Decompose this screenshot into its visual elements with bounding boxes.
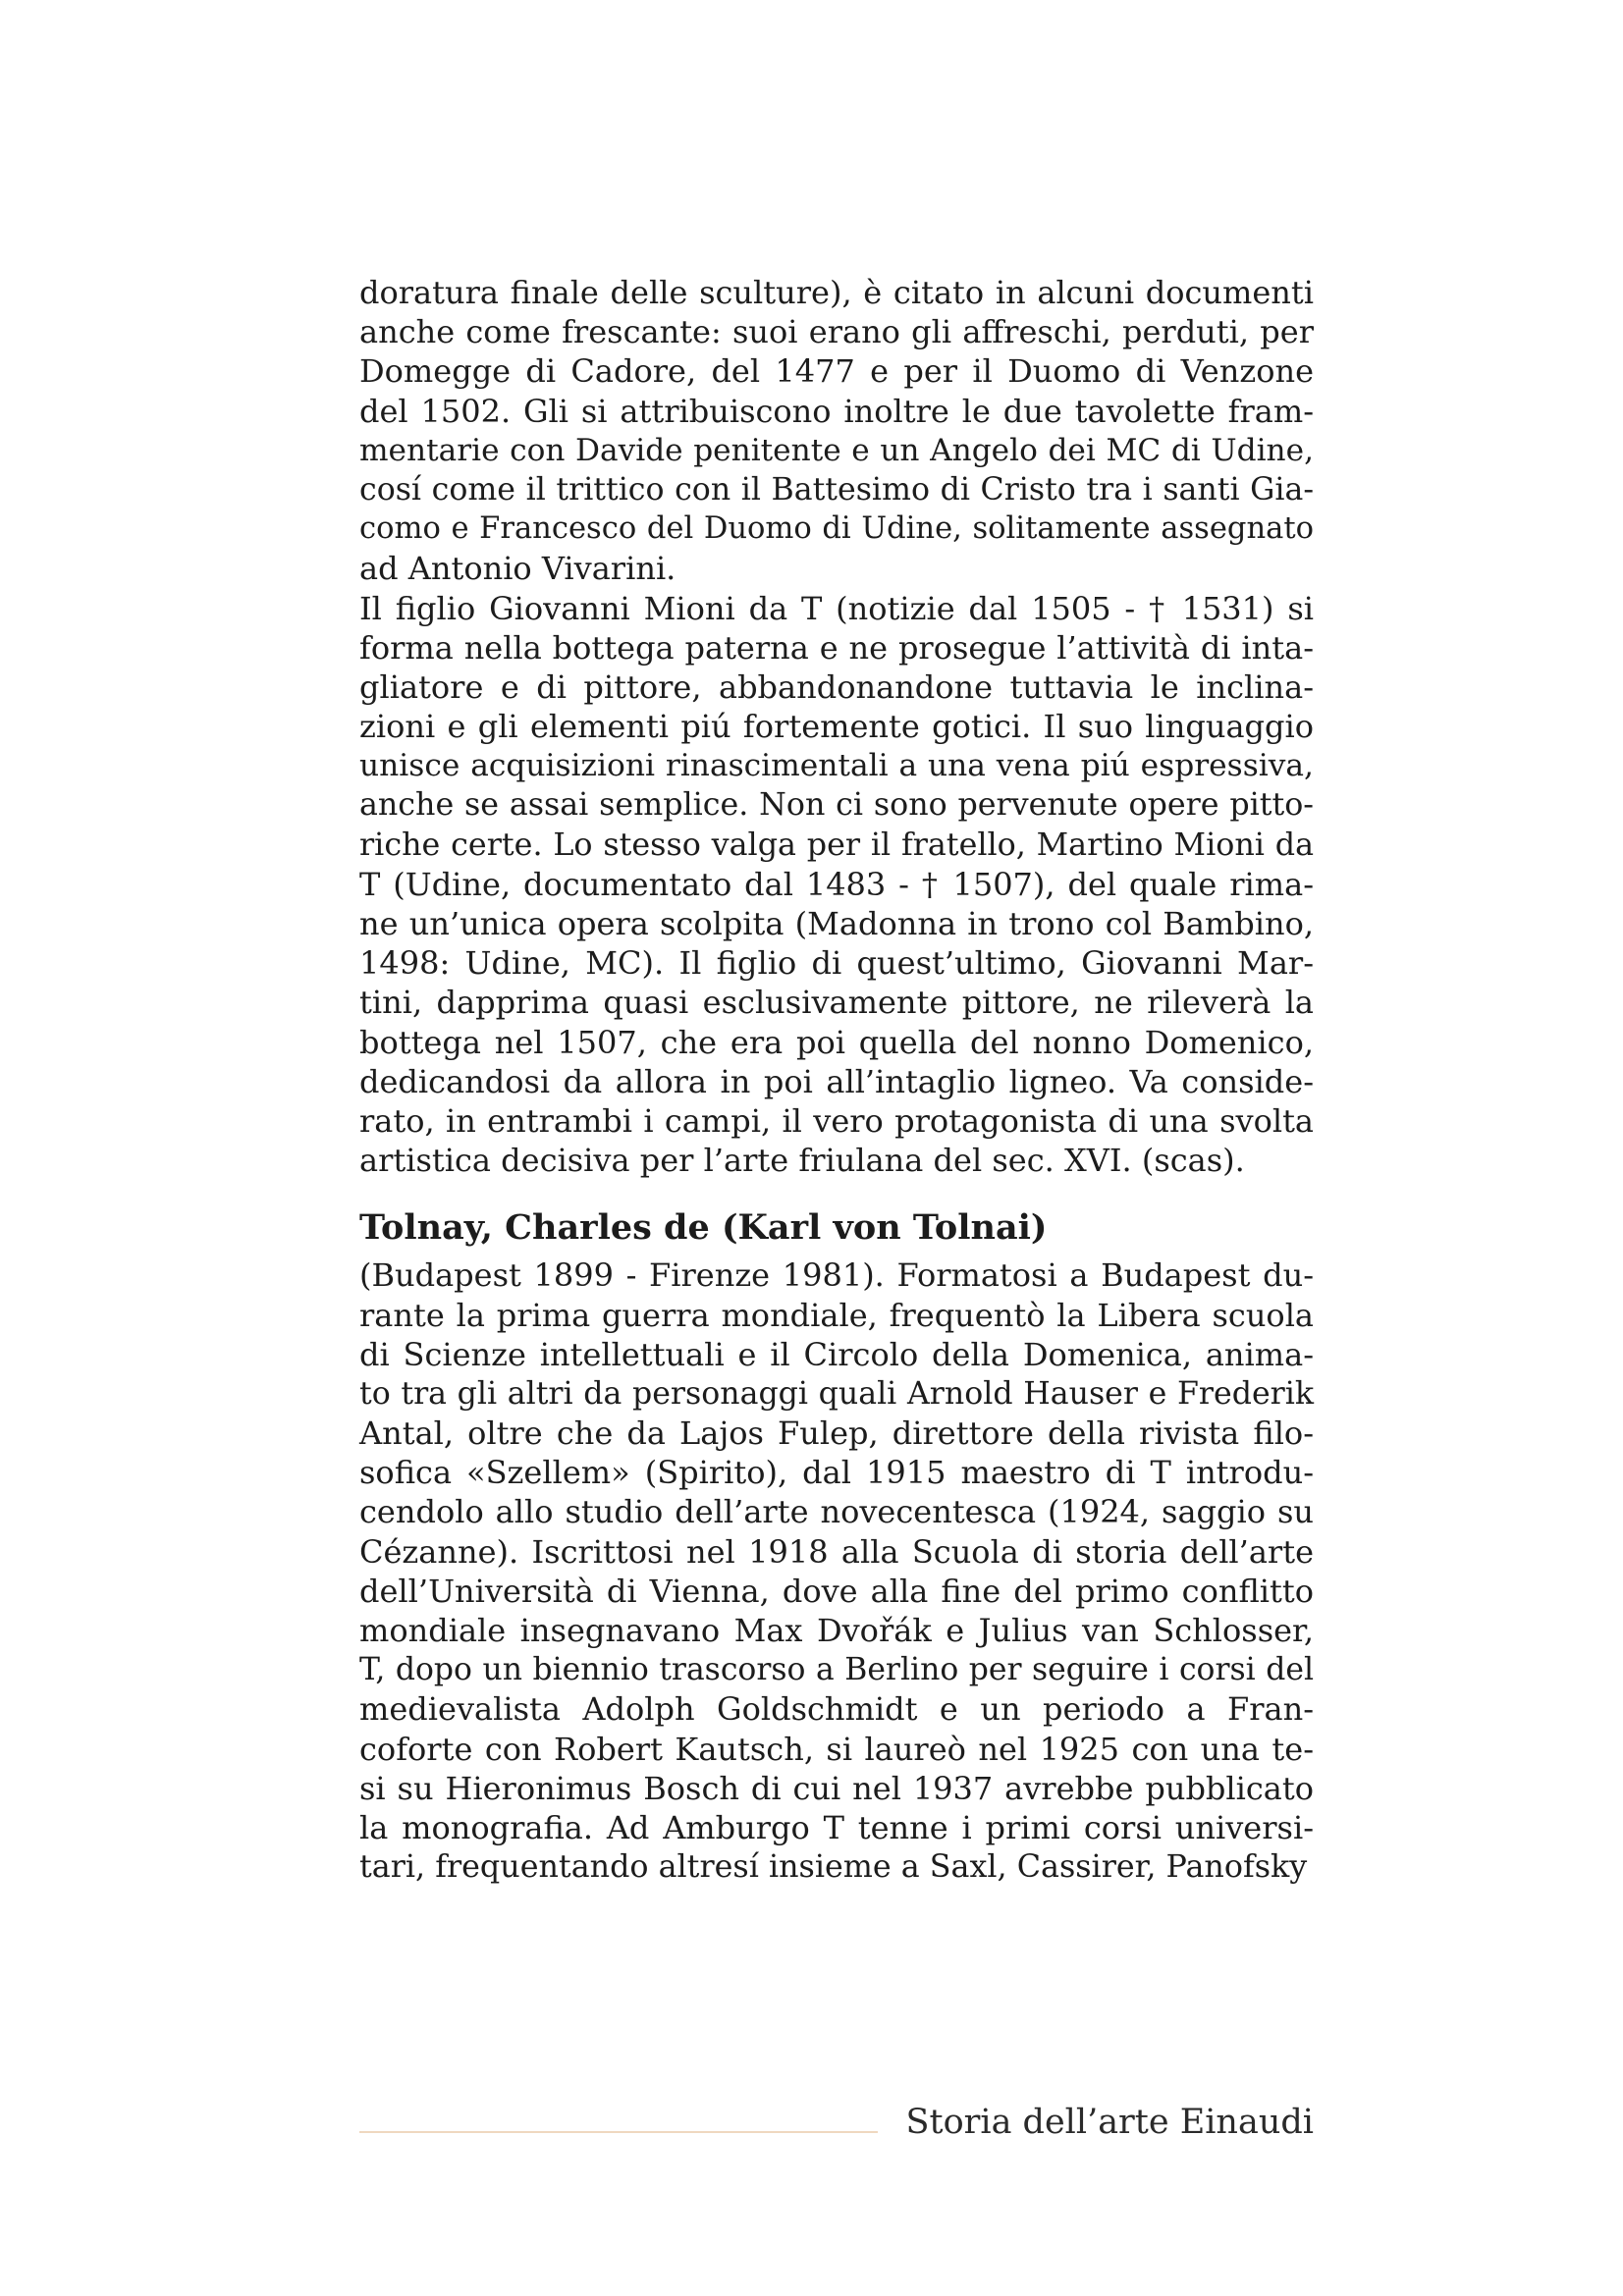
body-line: T (Udine, documentato dal 1483 - † 1507), del quale rima- — [359, 865, 1314, 903]
body-line: mentarie con Davide penitente e un Angelo dei MC di Udine, — [359, 432, 1314, 468]
body-line: Domegge di Cadore, del 1477 e per il Duomo di Venzone — [359, 352, 1314, 391]
body-line: 1498: Udine, MC). Il figlio di quest’ultimo, Giovanni Mar- — [359, 944, 1314, 983]
entry-line: coforte con Robert Kautsch, si laureò nel 1925 con una te- — [359, 1730, 1314, 1768]
body-line: forma nella bottega paterna e ne prosegue l’attività di inta- — [359, 628, 1314, 667]
entry-line: la monografia. Ad Amburgo T tenne i primi corsi universi- — [359, 1808, 1314, 1846]
entry-line: si su Hieronimus Bosch di cui nel 1937 avrebbe pubblicato — [359, 1769, 1314, 1807]
body-line: cosí come il trittico con il Battesimo di Cristo tra i santi Gia- — [359, 471, 1314, 507]
entry-line: tari, frequentando altresí insieme a Saxl, Cassirer, Panofsky — [359, 1849, 1308, 1886]
body-line: ad Antonio Vivarini. — [359, 550, 676, 588]
body-line: dedicandosi da allora in poi all’intaglio ligneo. Va conside- — [359, 1062, 1314, 1100]
entry-line: mondiale insegnavano Max Dvořák e Julius van Schlosser, — [359, 1612, 1314, 1649]
body-line: rato, in entrambi i campi, il vero protagonista di una svolta — [359, 1101, 1314, 1140]
body-line: bottega nel 1507, che era poi quella del nonno Domenico, — [359, 1023, 1314, 1061]
body-line: tini, dapprima quasi esclusivamente pittore, ne rileverà la — [359, 984, 1314, 1022]
footer-title: Storia dell’arte Einaudi — [905, 2103, 1314, 2142]
entry-line: Antal, oltre che da Lajos Fulep, direttore della rivista filo- — [359, 1415, 1314, 1453]
body-line: unisce acquisizioni rinascimentali a una vena piú espressiva, — [359, 748, 1314, 784]
entry-line: rante la prima guerra mondiale, frequentò la Libera scuola — [359, 1296, 1314, 1334]
body-line: anche se assai semplice. Non ci sono pervenute opere pitto- — [359, 787, 1314, 824]
body-line: riche certe. Lo stesso valga per il fratello, Martino Mioni da — [359, 827, 1314, 863]
entry-line: (Budapest 1899 - Firenze 1981). Formatosi a Budapest du- — [359, 1256, 1314, 1295]
entry-heading: Tolnay, Charles de (Karl von Tolnai) — [359, 1207, 1048, 1249]
entry-line: dell’Università di Vienna, dove alla fine del primo conflitto — [359, 1572, 1314, 1610]
body-line: gliatore e di pittore, abbandonandone tuttavia le inclina- — [359, 667, 1314, 706]
body-line: anche come frescante: suoi erano gli affreschi, perduti, per — [359, 313, 1314, 351]
footer-rule — [359, 2131, 878, 2133]
body-line: zioni e gli elementi piú fortemente gotici. Il suo linguaggio — [359, 708, 1314, 746]
entry-line: T, dopo un biennio trascorso a Berlino per seguire i corsi del — [359, 1652, 1314, 1688]
body-line: ne un’unica opera scolpita (Madonna in trono col Bambino, — [359, 905, 1314, 942]
entry-line: to tra gli altri da personaggi quali Arnold Hauser e Frederik — [359, 1375, 1314, 1412]
body-line: artistica decisiva per l’arte friulana del sec. XVI. (scas). — [359, 1142, 1245, 1180]
body-line: del 1502. Gli si attribuiscono inoltre le due tavolette fram- — [359, 392, 1314, 430]
body-line: como e Francesco del Duomo di Udine, solitamente assegnato — [359, 511, 1314, 547]
entry-line: medievalista Adolph Goldschmidt e un periodo a Fran- — [359, 1690, 1314, 1729]
body-line: doratura finale delle sculture), è citato in alcuni documenti — [359, 274, 1314, 311]
body-line: Il figlio Giovanni Mioni da T (notizie dal 1505 - † 1531) si — [359, 589, 1314, 627]
entry-line: cendolo allo studio dell’arte novecentesca (1924, saggio su — [359, 1493, 1314, 1531]
entry-line: Cézanne). Iscrittosi nel 1918 alla Scuola di storia dell’arte — [359, 1532, 1314, 1571]
text-column — [359, 273, 1314, 1887]
entry-line: sofica «Szellem» (Spirito), dal 1915 maestro di T introdu- — [359, 1454, 1314, 1492]
entry-line: di Scienze intellettuali e il Circolo della Domenica, anima- — [359, 1335, 1314, 1373]
